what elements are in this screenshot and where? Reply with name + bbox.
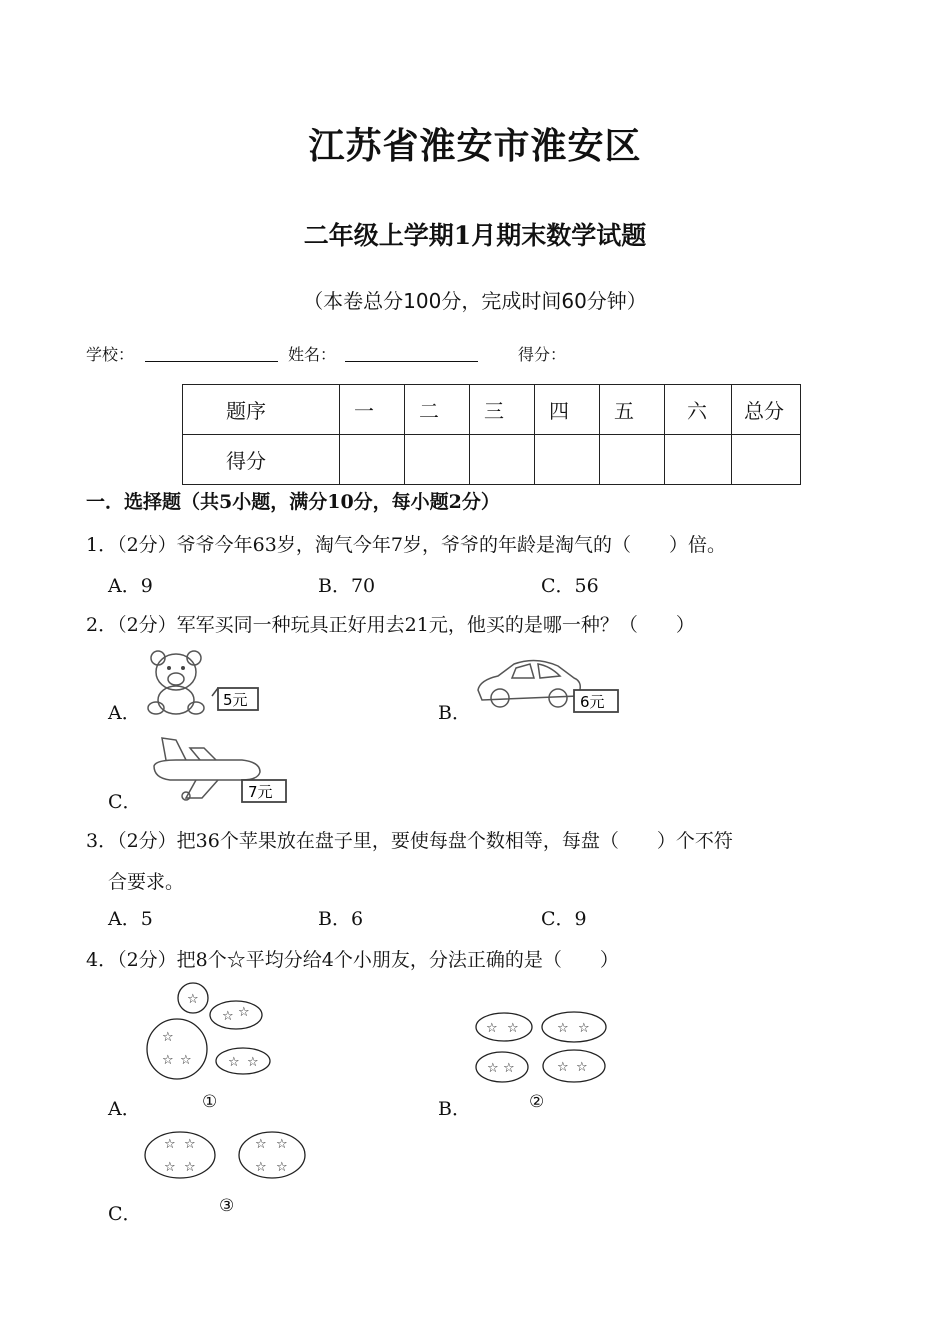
star-icon: ☆ bbox=[228, 1055, 240, 1070]
page-subtitle: 二年级上学期1月期末数学试题 bbox=[303, 221, 647, 250]
q1-option-b[interactable]: B．70 bbox=[318, 575, 376, 597]
q2-option-a[interactable]: A． bbox=[108, 702, 141, 724]
star-icon: ☆ bbox=[238, 1005, 250, 1020]
score-cell[interactable] bbox=[600, 435, 665, 485]
q3-option-b[interactable]: B．6 bbox=[318, 908, 364, 930]
star-icon: ☆ bbox=[162, 1053, 174, 1068]
q1-option-a[interactable]: A．9 bbox=[108, 575, 153, 597]
question-3-line-2: 合要求。 bbox=[108, 871, 185, 893]
star-icon: ☆ bbox=[247, 1055, 259, 1070]
star-grouping-3 bbox=[142, 1128, 308, 1182]
q2-option-c[interactable]: C． bbox=[108, 791, 142, 813]
toy-car-image bbox=[474, 656, 624, 716]
q4-label-a: ① bbox=[202, 1092, 218, 1112]
q4-label-b: ② bbox=[529, 1092, 545, 1112]
price-tag: 7元 bbox=[248, 783, 273, 801]
q4-option-a[interactable]: A． bbox=[108, 1098, 141, 1120]
teddy-bear-image bbox=[148, 648, 268, 716]
star-icon: ☆ bbox=[276, 1137, 288, 1152]
name-blank[interactable] bbox=[345, 345, 478, 362]
star-icon: ☆ bbox=[503, 1061, 515, 1076]
school-blank[interactable] bbox=[145, 345, 278, 362]
table-header-cell: 总分 bbox=[732, 385, 801, 435]
star-icon: ☆ bbox=[184, 1160, 196, 1175]
toy-airplane-image bbox=[146, 736, 296, 804]
star-grouping-2 bbox=[472, 1010, 612, 1088]
q1-option-c[interactable]: C．56 bbox=[541, 575, 599, 597]
score-cell[interactable] bbox=[665, 435, 732, 485]
name-label: 姓名： bbox=[288, 345, 337, 364]
price-tag: 6元 bbox=[580, 693, 605, 711]
star-icon: ☆ bbox=[487, 1061, 499, 1076]
question-3-line-1: 3．（2分）把36个苹果放在盘子里，要使每盘个数相等，每盘（ ）个不符 bbox=[86, 830, 733, 852]
question-1: 1．（2分）爷爷今年63岁，淘气今年7岁，爷爷的年龄是淘气的（ ）倍。 bbox=[86, 534, 726, 556]
score-label: 得分： bbox=[518, 345, 567, 364]
table-header-cell: 三 bbox=[470, 385, 535, 435]
table-header-cell: 一 bbox=[340, 385, 405, 435]
star-icon: ☆ bbox=[557, 1021, 569, 1036]
q4-label-c: ③ bbox=[219, 1196, 235, 1216]
star-icon: ☆ bbox=[276, 1160, 288, 1175]
table-header-cell: 二 bbox=[405, 385, 470, 435]
q3-option-a[interactable]: A．5 bbox=[108, 908, 153, 930]
star-icon: ☆ bbox=[180, 1053, 192, 1068]
q2-option-b[interactable]: B． bbox=[438, 702, 471, 724]
q4-option-c[interactable]: C． bbox=[108, 1203, 142, 1225]
star-icon: ☆ bbox=[557, 1060, 569, 1075]
table-header-cell: 五 bbox=[600, 385, 665, 435]
question-4: 4．（2分）把8个☆平均分给4个小朋友，分法正确的是（ ） bbox=[86, 949, 619, 971]
star-icon: ☆ bbox=[255, 1137, 267, 1152]
page-title: 江苏省淮安市淮安区 bbox=[308, 125, 642, 167]
school-label: 学校： bbox=[86, 345, 135, 364]
score-table-score-row bbox=[183, 435, 801, 485]
star-icon: ☆ bbox=[162, 1030, 174, 1045]
score-cell[interactable] bbox=[340, 435, 405, 485]
star-icon: ☆ bbox=[507, 1021, 519, 1036]
price-tag: 5元 bbox=[223, 691, 248, 709]
score-table-header-row bbox=[183, 385, 801, 435]
q4-option-b[interactable]: B． bbox=[438, 1098, 471, 1120]
question-2: 2．（2分）军军买同一种玩具正好用去21元，他买的是哪一种？（ ） bbox=[86, 614, 695, 636]
star-grouping-1 bbox=[140, 980, 280, 1086]
star-icon: ☆ bbox=[576, 1060, 588, 1075]
score-cell[interactable] bbox=[535, 435, 600, 485]
q3-option-c[interactable]: C．9 bbox=[541, 908, 587, 930]
star-icon: ☆ bbox=[164, 1137, 176, 1152]
star-icon: ☆ bbox=[222, 1009, 234, 1024]
star-icon: ☆ bbox=[187, 992, 199, 1007]
star-icon: ☆ bbox=[164, 1160, 176, 1175]
star-icon: ☆ bbox=[184, 1137, 196, 1152]
table-header-cell: 题序 bbox=[183, 385, 340, 435]
exam-note: （本卷总分100分，完成时间60分钟） bbox=[303, 289, 647, 313]
table-header-cell: 四 bbox=[535, 385, 600, 435]
score-cell[interactable] bbox=[405, 435, 470, 485]
star-icon: ☆ bbox=[578, 1021, 590, 1036]
score-cell[interactable] bbox=[470, 435, 535, 485]
score-cell[interactable] bbox=[732, 435, 801, 485]
star-icon: ☆ bbox=[255, 1160, 267, 1175]
star-icon: ☆ bbox=[486, 1021, 498, 1036]
table-row-label: 得分 bbox=[183, 435, 340, 485]
table-header-cell: 六 bbox=[665, 385, 732, 435]
score-table bbox=[182, 384, 801, 485]
section-heading: 一．选择题（共5小题，满分10分，每小题2分） bbox=[86, 491, 500, 513]
